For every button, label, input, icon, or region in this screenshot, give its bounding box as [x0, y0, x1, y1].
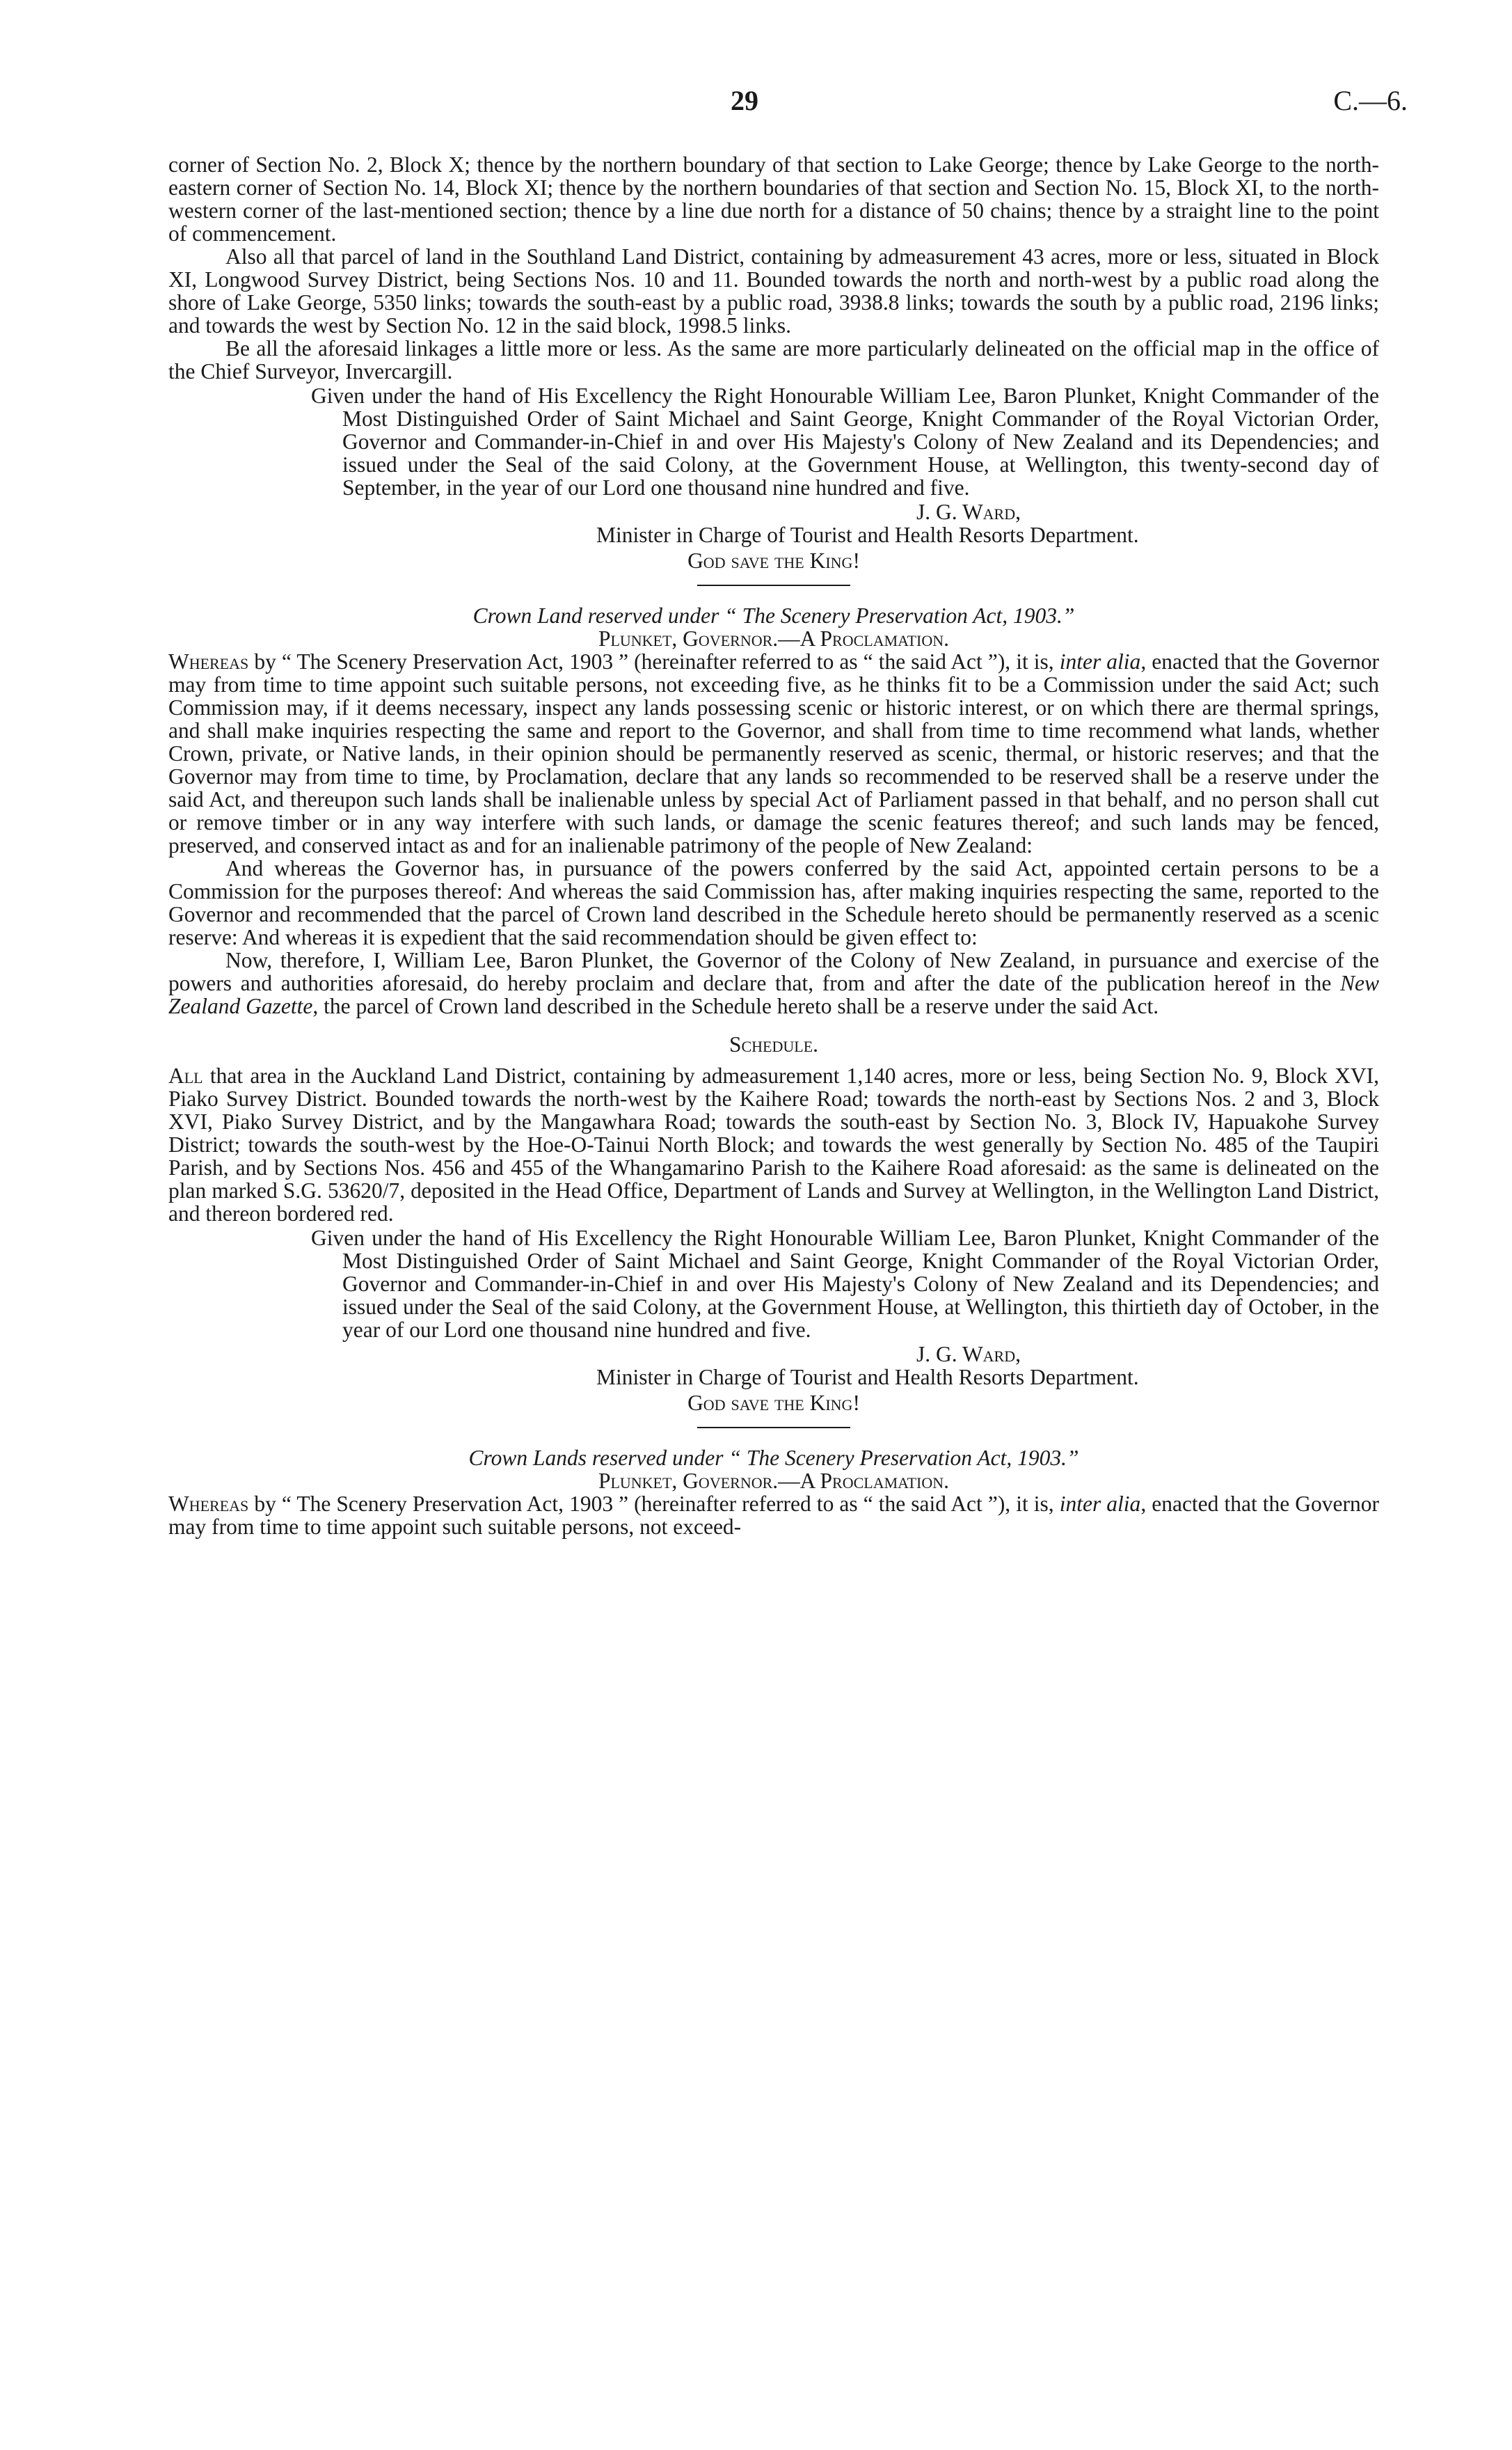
whereas-text-2: , enacted that the Governor may from time to time appoint such suitable persons, not exceeding five, as he thinks fit to be a Commission under the said Act; such Commission may, if it deems necessary, inspect any lands possessing scenic or historic interest, or on which there are thermal springs, and shall make inquiries respecting the same and report to the Governor, and shall from time to time recommend what lands, whether Crown, private, or Native lands, in their opinion should be permanently reserved as scenic, thermal, or historic reserves; and that the Governor may from time to time, by Proclamation, declare that any lands so recommended to be reserved shall be a reserve under the said Act, and thereupon such lands shall be inalienable unless by special Act of Parliament passed in that behalf, and no person shall cut or remove timber or in any way interfere with such lands, or damage the scenic features thereof; and such lands may be fenced, preserved, and conserved intact as and for an inalienable patrimony of the people of New Zealand:	[168, 649, 1380, 858]
page-number: 29	[731, 85, 758, 116]
section-divider	[697, 585, 850, 586]
schedule-paragraph	[168, 1064, 1379, 1225]
and-whereas-paragraph: And whereas the Governor has, in pursuance of the powers conferred by the said Act, appointed certain persons to be a Commission for the purposes thereof: And whereas the said Commission has, after making inquiries respecting the same, reported to the Governor and recommended that the parcel of Crown land described in the Schedule hereto should be permanently reserved as a scenic reserve: And whereas it is expedient that the said recommendation should be given effect to:	[168, 856, 1379, 949]
signatory-name: J. G. Ward,	[916, 500, 1021, 524]
closing-line: God save the King!	[687, 1391, 860, 1415]
whereas-text-1: by “ The Scenery Preservation Act, 1903 ” (hereinafter referred to as “ the said Act ”), it is,	[248, 1492, 1060, 1516]
given-under-hand-paragraph: Given under the hand of His Excellency the Right Honourable William Lee, Baron Plunket, Knight Commander of the Most Distinguished Order of Saint Michael and Saint George, Knight Commander of the Royal Victorian Order, Governor and Commander-in-Chief in and over His Majesty's Colony of New Zealand and its Dependencies; and issued under the Seal of the said Colony, at the Government House, at Wellington, this thirtieth day of October, in the year of our Lord one thousand nine hundred and five.	[311, 1226, 1379, 1342]
proclamation-scenery-reserves	[168, 1446, 1379, 1538]
whereas-text-1: by “ The Scenery Preservation Act, 1903 ” (hereinafter referred to as “ the said Act ”), it is,	[248, 649, 1060, 674]
proclamation-title: Crown Land reserved under “ The Scenery Preservation Act, 1903.”	[472, 603, 1075, 628]
proclamation-subtitle: Plunket, Governor.—A Proclamation.	[598, 626, 950, 651]
continuation-paragraph: corner of Section No. 2, Block X; thence by the northern boundary of that section to Lake George; thence by Lake George to the north-eastern corner of Section No. 14, Block XI; thence by the northern boundaries of that section and Section No. 15, Block XI, to the north-western corner of the last-mentioned section; thence by a line due north for a distance of 50 chains; thence by a straight line to the point of commencement.	[168, 152, 1379, 246]
schedule-lead: All	[168, 1064, 203, 1088]
signatory-title: Minister in Charge of Tourist and Health Resorts Department.	[596, 523, 1139, 547]
proclamation-subtitle: Plunket, Governor.—A Proclamation.	[598, 1469, 950, 1493]
signatory-title: Minister in Charge of Tourist and Health Resorts Department.	[596, 1365, 1139, 1389]
document-reference: C.—6.	[1333, 85, 1408, 116]
linkages-paragraph: Be all the aforesaid linkages a little more or less. As the same are more particularly delineated on the official map in the office of the Chief Surveyor, Invercargill.	[168, 336, 1379, 384]
closing-line: God save the King!	[687, 548, 860, 573]
also-parcel-paragraph: Also all that parcel of land in the Southland Land District, containing by admeasurement 43 acres, more or less, situated in Block XI, Longwood Survey District, being Sections Nos. 10 and 11. Bounded towards the north and north-west by a public road along the shore of Lake George, 5350 links; towards the south-east by a public road, 3938.8 links; towards the south by a public road, 2196 links; and towards the west by Section No. 12 in the said block, 1998.5 links.	[168, 244, 1379, 338]
proclamation-title: Crown Lands reserved under “ The Scenery Preservation Act, 1903.”	[468, 1446, 1079, 1470]
whereas-lead: Whereas	[168, 649, 249, 674]
whereas-lead: Whereas	[168, 1492, 249, 1516]
gazette-name: New Zealand Gazette	[168, 971, 1379, 1018]
schedule-text: that area in the Auckland Land District, containing by admeasurement 1,140 acres, more or less, being Section No. 9, Block XVI, Piako Survey District. Bounded towards the north-west by the Kaihere Road; towards the north-east by Sections Nos. 2 and 3, Block XVI, Piako Survey District, and by the Mangawhara Road; towards the south-east by Section No. 3, Block IV, Hapuakohe Survey District; towards the south-west by the Hoe-O-Tainui North Block; and towards the west generally by Section No. 485 of the Taupiri Parish, and by Sections Nos. 456 and 455 of the Whangamarino Parish to the Kaihere Road aforesaid: as the same is delineated on the plan marked S.G. 53620/7, deposited in the Head Office, Department of Lands and Survey at Wellington, in the Wellington Land District, and thereon bordered red.	[168, 1064, 1379, 1226]
given-under-hand-paragraph: Given under the hand of His Excellency the Right Honourable William Lee, Baron Plunket, Knight Commander of the Most Distinguished Order of Saint Michael and Saint George, Knight Commander of the Royal Victorian Order, Governor and Commander-in-Chief in and over His Majesty's Colony of New Zealand and its Dependencies; and issued under the Seal of the said Colony, at the Government House, at Wellington, this twenty-second day of September, in the year of our Lord one thousand nine hundred and five.	[311, 384, 1379, 500]
whereas-paragraph	[168, 1492, 1379, 1538]
section-divider	[697, 1427, 850, 1428]
document-body	[168, 153, 1379, 1538]
whereas-text-2: , enacted that the Governor may from time to time appoint such suitable persons, not exceed-	[168, 1492, 1380, 1539]
previous-notice-end	[168, 153, 1379, 572]
page-header	[0, 85, 1512, 124]
whereas-paragraph	[168, 650, 1379, 857]
now-text-2: , the parcel of Crown land described in the Schedule hereto shall be a reserve under the said Act.	[312, 994, 1159, 1018]
proclamation-scenic-reserve	[168, 604, 1379, 1414]
now-therefore-paragraph	[168, 949, 1379, 1018]
inter-alia: inter alia	[1059, 649, 1141, 674]
now-text-1: Now, therefore, I, William Lee, Baron Plunket, the Governor of the Colony of New Zealand, in pursuance and exercise of the powers and authorities aforesaid, do hereby proclaim and declare that, from and after the date of the publication hereof in the	[168, 948, 1379, 995]
schedule-heading: Schedule.	[729, 1032, 819, 1057]
inter-alia: inter alia	[1059, 1492, 1141, 1516]
signatory-name: J. G. Ward,	[916, 1342, 1021, 1366]
